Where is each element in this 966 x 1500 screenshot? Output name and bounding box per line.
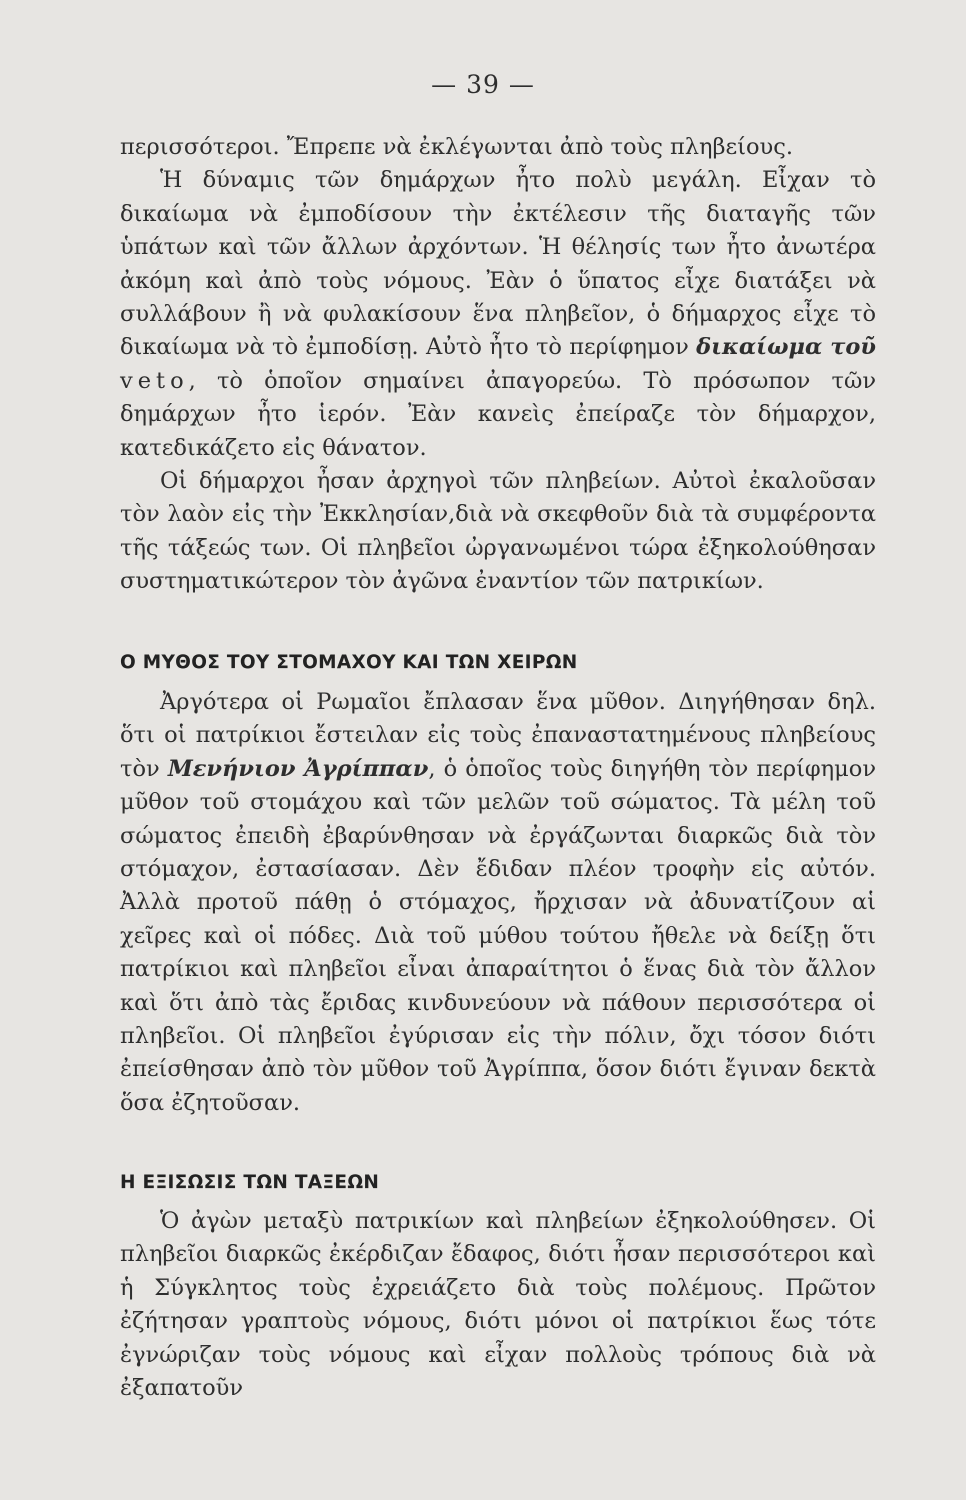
text-span: , τὸ ὁποῖον σημαίνει ἀπαγορεύω. Τὸ πρόσωπον τῶν δημάρχων ἦτο ἱερόν. Ἐὰν κανεὶς ἐπείραζε τὸν δήμαρχον, κατεδικάζετο εἰς θάνατον. [120,367,876,461]
veto-term: veto [120,367,189,394]
text-span: Ἀργότερα οἱ Ρωμαῖοι ἔπλασαν ἕνα μῦθον. Διηγήθησαν δηλ. ὅτι οἱ πατρίκιοι ἔστειλαν εἰς τοὺς ἐπαναστατημένους πληβείους τὸν [120,689,876,782]
section-equalization [120,1205,876,1405]
section-myth [120,686,876,1120]
paragraph [120,164,876,465]
paragraph [120,686,876,1120]
text-span: Ἡ δύναμις τῶν δημάρχων ἦτο πολὺ μεγάλη. Εἶχαν τὸ δικαίωμα νὰ ἐμποδίσουν τὴν ἐκτέλεσιν τῆς διαταγῆς τῶν ὑπάτων καὶ τῶν ἄλλων ἀρχόντων. Ἡ θέλησίς των ἦτο ἀνωτέρα ἀκόμη καὶ ἀπὸ τοὺς νόμους. Ἐὰν ὁ ὕπατος εἶχε διατάξει νὰ συλλάβουν ἢ νὰ φυλακίσουν ἕνα πληβεῖον, ὁ δήμαρχος εἶχε τὸ δικαίωμα νὰ τὸ ἐμποδίσῃ. Αὐτὸ ἦτο τὸ περίφημον [120,167,876,361]
section-heading: Η ΕΞΙΣΩΣΙΣ ΤΩΝ ΤΑΞΕΩΝ [120,1172,380,1193]
page-number: — 39 — [431,70,535,99]
paragraph: Ὁ ἀγὼν μεταξὺ πατρικίων καὶ πληβείων ἐξηκολούθησεν. Οἱ πληβεῖοι διαρκῶς ἐκέρδιζαν ἔδαφος, διότι ἦσαν περισσότεροι καὶ ἡ Σύγκλητος τοὺς ἐχρειάζετο διὰ τοὺς πολέμους. Πρῶτον ἐζήτησαν γραπτοὺς νόμους, διότι μόνοι οἱ πατρίκιοι ἕως τότε ἐγνώριζαν τοὺς νόμους καὶ εἶχαν πολλοὺς τρόπους διὰ νὰ ἐξαπατοῦν [120,1208,876,1402]
section-rights-of-tribunes [120,131,876,599]
text-span: , ὁ ὁποῖος τοὺς διηγήθη τὸν περίφημον μῦθον τοῦ στομάχου καὶ τῶν μελῶν τοῦ σώματος. Τὰ μέλη τοῦ σώματος ἐπειδὴ ἐβαρύνθησαν νὰ ἐργάζωνται διαρκῶς διὰ τὸν στόμαχον, ἐστασίασαν. Δὲν ἔδιδαν πλέον τροφὴν εἰς αὐτόν. Ἀλλὰ προτοῦ πάθῃ ὁ στόμαχος, ἤρχισαν νὰ ἀδυνατίζουν αἱ χεῖρες καὶ οἱ πόδες. Διὰ τοῦ μύθου τούτου ἤθελε νὰ δείξῃ ὅτι πατρίκιοι καὶ πληβεῖοι εἶναι ἀπαραίτητοι ὁ ἕνας διὰ τὸν ἄλλον καὶ ὅτι ἀπὸ τὰς ἔριδας κινδυνεύουν νὰ πάθουν περισσότερα οἱ πληβεῖοι. Οἱ πληβεῖοι ἐγύρισαν εἰς τὴν πόλιν, ὄχι τόσον διότι ἐπείσθησαν ἀπὸ τὸν μῦθον τοῦ Ἀγρίππα, ὅσον διότι ἔγιναν δεκτὰ ὅσα ἐζητοῦσαν. [120,755,876,1116]
paragraph: περισσότεροι. Ἔπρεπε νὰ ἐκλέγωνται ἀπὸ τοὺς πληβείους. [120,134,793,160]
emphasis-text: δικαίωμα τοῦ [696,334,876,361]
paragraph: Οἱ δήμαρχοι ἦσαν ἀρχηγοὶ τῶν πληβείων. Αὐτοὶ ἐκαλοῦσαν τὸν λαὸν εἰς τὴν Ἐκκλησίαν,διὰ νὰ σκεφθοῦν διὰ τὰ συμφέροντα τῆς τάξεώς των. Οἱ πληβεῖοι ὠργανωμένοι τώρα ἐξηκολούθησαν συστηματικώτερον τὸν ἀγῶνα ἐναντίον τῶν πατρικίων. [120,468,876,595]
section-heading: Ο ΜΥΘΟΣ ΤΟΥ ΣΤΟΜΑΧΟΥ ΚΑΙ ΤΩΝ ΧΕΙΡΩΝ [120,652,578,673]
emphasis-name: Μενήνιον Ἀγρίππαν [167,755,429,782]
